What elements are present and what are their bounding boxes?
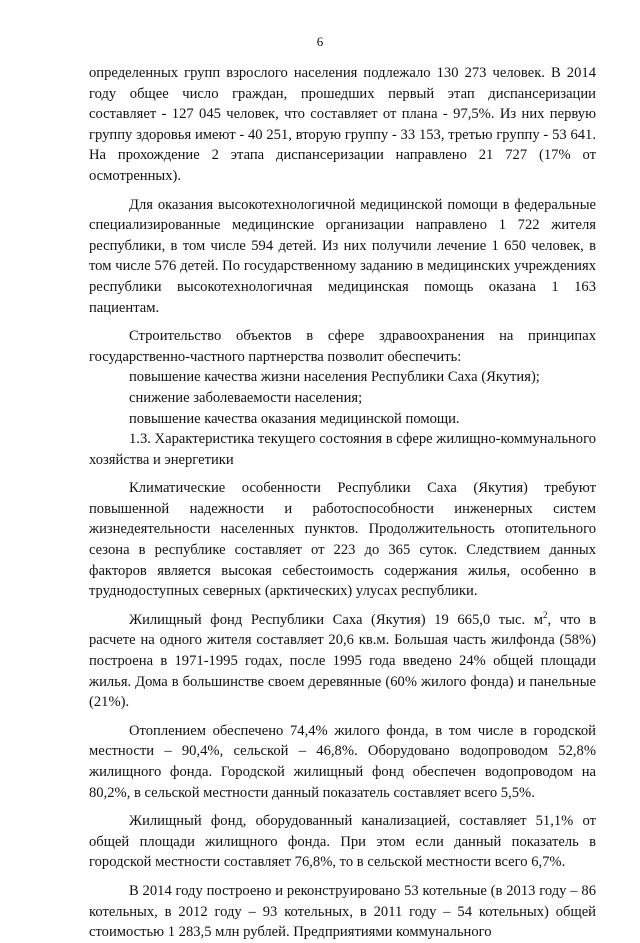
housing-stock-text-start: Жилищный фонд Республики Саха (Якутия) 19 665,0 тыс. м xyxy=(129,611,543,628)
document-body xyxy=(89,63,596,943)
superscript-squared: 2 xyxy=(542,609,548,620)
paragraph-boiler-houses: В 2014 году построено и реконструировано 53 котельные (в 2013 году – 86 котельных, в 2012 году – 93 котельных, в 2011 году – 54 котельных) общей стоимостью 1 283,5 млн рублей. Предприятиями коммунального xyxy=(89,882,596,941)
paragraph-high-tech-care: Для оказания высокотехнологичной медицинской помощи в федеральные специализированные медицинские организации направлено 1 722 жителя республики, в том числе 594 детей. Из них получили лечение 1 650 человек, в том числе 576 детей. По государственному заданию в медицинских учреждениях республики высокотехнологичная медицинская помощь оказана 1 163 пациентам. xyxy=(89,196,596,316)
paragraph-climate: Климатические особенности Республики Саха (Якутия) требуют повышенной надежности и работоспособности инженерных систем жизнедеятельности населенных пунктов. Продолжительность отопительного сезона в республике составляет от 223 до 365 суток. Следствием данных факторов является высокая себестоимость содержания жилья, особенно в труднодоступных северных (арктических) улусах республики. xyxy=(89,480,596,600)
page-number: 6 xyxy=(316,34,324,49)
list-item-medical-care-quality: повышение качества оказания медицинской помощи. xyxy=(129,410,460,427)
housing-stock-text-end: , что в расчете на одного жителя составляет 20,6 кв.м. Большая часть жилфонда (58%) построена в 1971-1995 годах, после 1995 года введено 24% общей площади жилья. Дома в большинстве своем деревянные (60% жилого фонда) и панельные (21%). xyxy=(89,611,596,711)
paragraph-screening-continued: определенных групп взрослого населения подлежало 130 273 человек. В 2014 году общее число граждан, прошедших первый этап диспансеризации составляет - 127 045 человек, что составляет от плана - 97,5%. Из них первую группу здоровья имеют - 40 251, вторую группу - 33 153, третью группу - 53 641. На прохождение 2 этапа диспансеризации направлено 21 727 (17% от осмотренных). xyxy=(89,65,596,184)
paragraph-housing-stock xyxy=(89,610,596,713)
paragraph-heating: Отоплением обеспечено 74,4% жилого фонда, в том числе в городской местности – 90,4%, сельской – 46,8%. Оборудовано водопроводом 52,8% жилищного фонда. Городской жилищный фонд обеспечен водопроводом на 80,2%, в сельской местности данный показатель составляет всего 5,5%. xyxy=(89,722,596,801)
list-item-morbidity: снижение заболеваемости населения; xyxy=(129,389,363,406)
paragraph-sewerage: Жилищный фонд, оборудованный канализацией, составляет 51,1% от общей площади жилищного фонда. При этом если данный показатель в городской местности составляет 76,8%, то в сельской местности всего 6,7%. xyxy=(89,813,596,871)
paragraph-ppp-construction: Строительство объектов в сфере здравоохранения на принципах государственно-частного партнерства позволит обеспечить: xyxy=(89,328,596,365)
list-item-quality-of-life: повышение качества жизни населения Республики Саха (Якутия); xyxy=(129,369,540,386)
section-heading-1-3: 1.3. Характеристика текущего состояния в сфере жилищно-коммунального хозяйства и энергетики xyxy=(89,431,596,468)
